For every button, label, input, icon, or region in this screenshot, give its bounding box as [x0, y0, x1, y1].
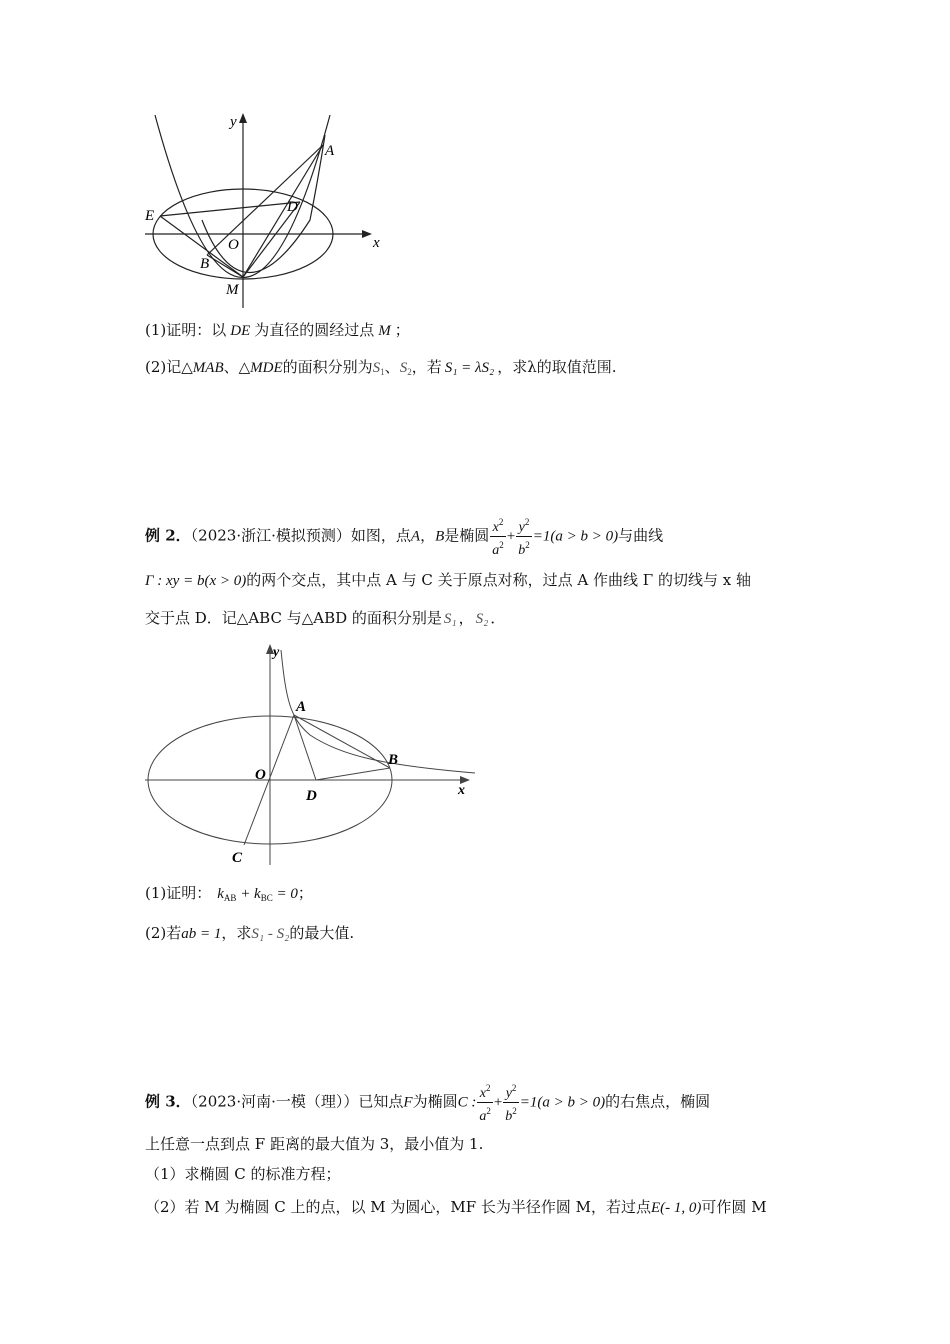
text: ，求λ的取值范围. [497, 358, 617, 376]
text: 的面积分别为 [282, 358, 373, 376]
text: ， [420, 526, 436, 545]
parabola-inner [202, 135, 325, 273]
math-ab-eq-1: ab = 1 [181, 926, 222, 942]
math-M: M [378, 323, 391, 339]
text: ，若 [411, 358, 442, 376]
ex1-question-2 [145, 356, 617, 383]
ex2-question-1 [145, 882, 313, 909]
segment-DB [316, 768, 390, 780]
ex2-question-2 [145, 922, 354, 945]
text: (2)若 [145, 924, 182, 942]
text: 为椭圆 [412, 1092, 458, 1111]
ex3-question-2 [145, 1196, 767, 1219]
text: 为直径的圆经过点 [254, 321, 375, 339]
math-point-E: E(- 1, 0) [651, 1200, 702, 1216]
math-eq-tail: =1(a > b > 0) [532, 528, 619, 545]
math-C: C : [457, 1094, 477, 1111]
text: 上任意一点到点 F 距离的最大值为 3，最小值为 1. [145, 1135, 484, 1153]
text: 的右焦点，椭圆 [605, 1092, 711, 1111]
ex3-line-1 [145, 1080, 710, 1125]
math-A: A [410, 528, 421, 545]
label-E: E [145, 208, 155, 224]
text: 是椭圆 [444, 526, 490, 545]
segment-ED [160, 202, 300, 216]
figure-2-ellipse-hyperbola [140, 640, 480, 870]
math-S1: $S_1$ [372, 360, 385, 377]
text: 、 [384, 358, 400, 376]
text: 的最大值. [289, 924, 355, 942]
text: + [506, 528, 516, 545]
label-x: x [458, 783, 465, 798]
text: 、 [223, 358, 239, 376]
math-S2: S₂ [475, 611, 489, 627]
math-kAB-kBC: $k_{AB} + k_{BC} = 0$ [217, 886, 298, 903]
math-S1-minus-S2: S₁ - S₂ [251, 926, 290, 942]
example-title: 例 2． [145, 526, 191, 545]
label-O: O [255, 767, 266, 783]
math-eq-tail: =1(a > b > 0) [519, 1094, 606, 1111]
frac-y2-b2: $\frac{y^2}{b^2}$ [516, 514, 532, 559]
text: 与曲线 [618, 526, 664, 545]
label-D: D [287, 199, 298, 215]
text: 的两个交点，其中点 A 与 C 关于原点对称，过点 A 作曲线 Γ 的切线与 x 轴 [246, 571, 751, 589]
figure-1-parabola-ellipse [140, 110, 400, 315]
text: （2023·河南·一模（理））已知点 [190, 1092, 404, 1111]
text: + [493, 1094, 503, 1111]
text: ，求 [221, 924, 252, 942]
label-B: B [388, 752, 399, 768]
segment-MA [243, 145, 323, 277]
ex3-line-2 [145, 1133, 483, 1155]
label-x: x [373, 235, 380, 251]
ex1-question-1 [145, 319, 410, 342]
math-eq: S₁ = λS₂ [444, 360, 495, 376]
y-axis-arrow [239, 113, 247, 123]
math-tri-MAB: △MAB [181, 360, 224, 376]
hyperbola-branch [281, 650, 475, 773]
text: （2）若 M 为椭圆 C 上的点，以 M 为圆心，MF 长为半径作圆 M，若过点 [145, 1198, 652, 1216]
text: (1)证明：以 [145, 321, 227, 339]
segment-AD [294, 715, 316, 780]
text: ； [394, 321, 410, 339]
ex2-line-1 [145, 514, 663, 559]
math-F: F [403, 1094, 413, 1111]
text: （2023·浙江·模拟预测）如图，点 [190, 526, 411, 545]
example-title: 例 3． [145, 1092, 191, 1111]
math-S2: $S_2$ [399, 360, 412, 377]
math-gamma-curve: Γ : xy = b(x > 0) [145, 573, 247, 589]
label-O: O [228, 237, 239, 253]
segment-BA [207, 145, 323, 255]
ex2-line-3 [145, 607, 505, 630]
text: 交于点 D．记△ABC 与△ABD 的面积分别是 [145, 609, 442, 627]
frac-x2-a2: $\frac{x^2}{a^2}$ [490, 514, 506, 559]
frac-y2-b2: $\frac{y^2}{b^2}$ [503, 1080, 519, 1125]
text: (1)证明： [145, 884, 212, 902]
ex3-question-1 [145, 1163, 341, 1185]
label-y: y [230, 114, 237, 130]
text: （1）求椭圆 C 的标准方程； [145, 1165, 341, 1183]
text: ， [458, 609, 474, 627]
math-tri-MDE: △MDE [238, 360, 283, 376]
label-D: D [306, 788, 317, 804]
label-A: A [325, 143, 335, 159]
label-M: M [226, 282, 239, 298]
text: ． [490, 609, 506, 627]
segment-AB [294, 715, 390, 768]
ex2-line-2 [145, 569, 751, 592]
label-A: A [296, 699, 307, 715]
text: (2)记 [145, 358, 182, 376]
math-DE: DE [230, 323, 251, 339]
math-B: B [435, 528, 445, 545]
frac-x2-a2: $\frac{x^2}{a^2}$ [477, 1080, 493, 1125]
label-y: y [273, 645, 280, 660]
segment-MB [207, 255, 243, 277]
label-B: B [200, 256, 210, 272]
math-S1: S₁ [443, 611, 457, 627]
text: ； [297, 884, 313, 902]
text: 可作圆 M [701, 1198, 767, 1216]
label-C: C [232, 850, 243, 866]
x-axis-arrow [362, 230, 372, 238]
